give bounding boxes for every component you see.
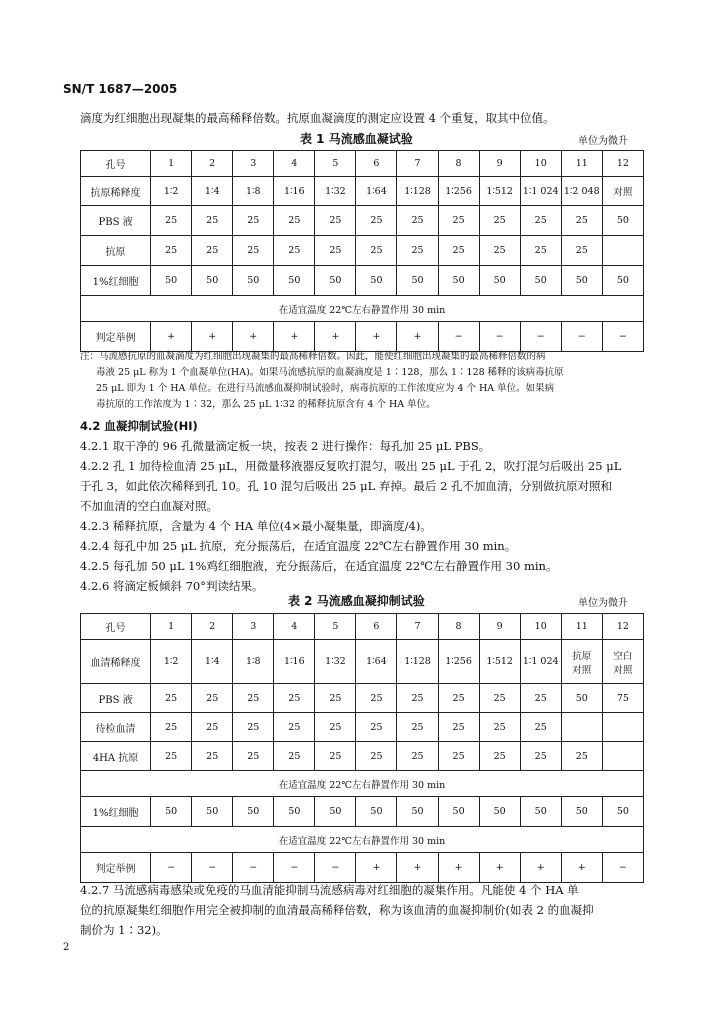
table-row — [81, 853, 644, 883]
row-head: 待检血清 — [81, 713, 151, 742]
table-cell: 3 — [233, 151, 274, 177]
para-line: 位的抗原凝集红细胞作用完全被抑制的血清最高稀释倍数，称为该血清的血凝抑制价(如表 2 的血凝抑 — [80, 903, 594, 917]
table-row — [81, 266, 644, 296]
table-cell: 25 — [274, 713, 315, 742]
table-cell: 25 — [479, 206, 520, 236]
table-cell: 1 — [151, 614, 192, 640]
table-cell: 25 — [151, 713, 192, 742]
incubation-note: 在适宜温度 22℃左右静置作用 30 min — [81, 296, 644, 322]
table-cell: 11 — [561, 614, 602, 640]
table-cell: 1∶64 — [356, 640, 397, 684]
para-line: 4.2.7 马流感病毒感染或免疫的马血清能抑制马流感病毒对红细胞的凝集作用。凡能使 4 个 HA 单 — [80, 883, 579, 897]
table-cell: 50 — [192, 266, 233, 296]
table-cell: 25 — [192, 684, 233, 713]
table-cell: 50 — [561, 684, 602, 713]
table-cell: 25 — [233, 206, 274, 236]
result-cell: + — [274, 322, 315, 352]
row-head: 抗原 — [81, 236, 151, 266]
row-head: 判定举例 — [81, 322, 151, 352]
table-cell: 1∶8 — [233, 177, 274, 206]
table-row — [81, 177, 644, 206]
result-cell: + — [561, 853, 602, 883]
table-cell: 5 — [315, 151, 356, 177]
standard-number: SN/T 1687—2005 — [63, 82, 178, 96]
table-cell: 50 — [438, 266, 479, 296]
table-cell — [602, 742, 643, 771]
row-head: 血清稀释度 — [81, 640, 151, 684]
table-cell: 25 — [315, 236, 356, 266]
table-cell: 25 — [397, 236, 438, 266]
table-cell: 50 — [274, 266, 315, 296]
table-cell: 50 — [397, 797, 438, 827]
table-cell: 25 — [397, 713, 438, 742]
table-cell: 25 — [356, 236, 397, 266]
table-cell: 25 — [151, 742, 192, 771]
incubation-note: 在适宜温度 22℃左右静置作用 30 min — [81, 771, 644, 797]
table-cell: 2 — [192, 151, 233, 177]
table-cell: 25 — [397, 684, 438, 713]
table1-unit: 单位为微升 — [578, 136, 628, 147]
table-cell: 4 — [274, 614, 315, 640]
table-cell: 25 — [479, 236, 520, 266]
table-cell: 1∶2 — [151, 640, 192, 684]
result-cell: + — [397, 322, 438, 352]
table-cell: 50 — [356, 797, 397, 827]
table-cell: 25 — [151, 206, 192, 236]
incubation-row — [81, 771, 644, 797]
table-cell: 1∶4 — [192, 177, 233, 206]
result-cell: + — [356, 853, 397, 883]
table-cell: 1∶32 — [315, 177, 356, 206]
table-cell: 1∶16 — [274, 177, 315, 206]
table-cell: 50 — [151, 266, 192, 296]
row-head: 孔号 — [81, 614, 151, 640]
table-cell: 50 — [397, 266, 438, 296]
row-head: 判定举例 — [81, 853, 151, 883]
table-cell: 3 — [233, 614, 274, 640]
table-cell: 1∶2 — [151, 177, 192, 206]
table-cell: 25 — [315, 684, 356, 713]
table-cell: 75 — [602, 684, 643, 713]
result-cell: − — [602, 853, 643, 883]
result-cell: + — [479, 853, 520, 883]
result-cell: − — [233, 853, 274, 883]
control-cell — [602, 640, 643, 684]
table2-caption: 表 2 马流感血凝抑制试验 — [288, 594, 425, 608]
table-row — [81, 797, 644, 827]
table-cell: 50 — [233, 797, 274, 827]
intro-line: 滴度为红细胞出现凝集的最高稀释倍数。抗原血凝滴度的测定应设置 4 个重复，取其中位值。 — [80, 111, 555, 125]
table-cell: 50 — [356, 266, 397, 296]
step-4-2-6: 4.2.6 将滴定板倾斜 70°判读结果。 — [80, 579, 264, 593]
result-cell: − — [479, 322, 520, 352]
result-cell: − — [151, 853, 192, 883]
table-cell: 50 — [561, 797, 602, 827]
table-cell: 25 — [233, 742, 274, 771]
row-head: 抗原稀释度 — [81, 177, 151, 206]
note-line: 毒液 25 μL 称为 1 个血凝单位(HA)。如果马流感抗原的血凝滴度是 1∶128，那么 1∶128 稀释的该病毒抗原 — [96, 367, 564, 378]
table-row — [81, 742, 644, 771]
table-cell: 5 — [315, 614, 356, 640]
step-4-2-5: 4.2.5 每孔加 50 μL 1%鸡红细胞液，充分振荡后，在适宜温度 22℃左右静置作用 30 min。 — [80, 559, 558, 573]
table-cell: 25 — [233, 684, 274, 713]
para-line: 制价为 1∶32)。 — [80, 923, 168, 937]
table-cell: 1∶8 — [233, 640, 274, 684]
note-line: 25 μL 即为 1 个 HA 单位。在进行马流感血凝抑制试验时，病毒抗原的工作浓度应为 4 个 HA 单位。如果病 — [96, 383, 555, 394]
table-cell: 1 — [151, 151, 192, 177]
result-cell: + — [356, 322, 397, 352]
step-4-2-2-cont: 于孔 3，如此依次稀释到孔 10。孔 10 混匀后吸出 25 μL 弃掉。最后 2 孔不加血清，分别做抗原对照和 — [80, 479, 613, 493]
result-cell: + — [438, 853, 479, 883]
section-title: 4.2 血凝抑制试验(HI) — [80, 419, 198, 433]
control-label: 对照 — [613, 664, 633, 676]
table1-caption: 表 1 马流感血凝试验 — [300, 132, 413, 146]
table-cell: 25 — [315, 742, 356, 771]
table-cell: 25 — [356, 684, 397, 713]
table-cell: 25 — [561, 236, 602, 266]
table-cell: 50 — [315, 797, 356, 827]
table-cell: 50 — [233, 266, 274, 296]
table-cell: 50 — [438, 797, 479, 827]
table-cell: 50 — [315, 266, 356, 296]
table-cell: 6 — [356, 151, 397, 177]
table-cell: 12 — [602, 151, 643, 177]
table2 — [80, 613, 644, 883]
table-cell: 25 — [520, 236, 561, 266]
result-cell: + — [315, 322, 356, 352]
table-cell: 50 — [192, 797, 233, 827]
incubation-row — [81, 827, 644, 853]
table-cell: 25 — [233, 236, 274, 266]
table1 — [80, 150, 644, 352]
table-cell: 25 — [192, 742, 233, 771]
control-cell — [561, 640, 602, 684]
table-cell: 对照 — [602, 177, 643, 206]
result-cell: + — [397, 853, 438, 883]
step-4-2-2: 4.2.2 孔 1 加待检血清 25 μL，用微量移液器反复吹打混匀，吸出 25 μL 于孔 2，吹打混匀后吸出 25 μL — [80, 459, 622, 473]
table-cell: 1∶1 024 — [520, 640, 561, 684]
table-cell: 25 — [151, 236, 192, 266]
table-cell — [602, 236, 643, 266]
table-row — [81, 684, 644, 713]
page-number: 2 — [63, 942, 70, 953]
result-cell: + — [192, 322, 233, 352]
table-cell: 25 — [192, 236, 233, 266]
table-cell: 7 — [397, 151, 438, 177]
table-row — [81, 614, 644, 640]
step-4-2-1: 4.2.1 取干净的 96 孔微量滴定板一块，按表 2 进行操作：每孔加 25 μL PBS。 — [80, 439, 491, 453]
row-head: PBS 液 — [81, 684, 151, 713]
result-cell: − — [438, 322, 479, 352]
table-cell: 9 — [479, 151, 520, 177]
table-cell: 25 — [274, 236, 315, 266]
table-cell: 25 — [561, 206, 602, 236]
table-cell: 25 — [274, 684, 315, 713]
row-head: 孔号 — [81, 151, 151, 177]
table-cell: 10 — [520, 151, 561, 177]
control-label: 对照 — [572, 664, 592, 676]
table-cell: 10 — [520, 614, 561, 640]
row-head: 1%红细胞 — [81, 266, 151, 296]
table-cell: 1∶512 — [479, 177, 520, 206]
result-cell: − — [315, 853, 356, 883]
table-cell: 25 — [520, 684, 561, 713]
section-4-2-7 — [80, 880, 680, 940]
table-cell: 50 — [479, 797, 520, 827]
table2-unit: 单位为微升 — [578, 598, 628, 609]
step-4-2-2-cont: 不加血清的空白血凝对照。 — [80, 499, 218, 513]
table-cell: 25 — [520, 742, 561, 771]
table-cell: 25 — [438, 684, 479, 713]
table-cell: 25 — [151, 684, 192, 713]
table-cell: 25 — [520, 206, 561, 236]
table-cell: 1∶64 — [356, 177, 397, 206]
result-cell: − — [274, 853, 315, 883]
table-cell: 25 — [438, 742, 479, 771]
table-cell: 25 — [561, 742, 602, 771]
table-cell: 1∶1 024 — [520, 177, 561, 206]
result-cell: + — [233, 322, 274, 352]
step-4-2-3: 4.2.3 稀释抗原，含量为 4 个 HA 单位(4×最小凝集量，即滴度/4)。 — [80, 519, 432, 533]
table-cell: 1∶128 — [397, 177, 438, 206]
table-cell: 25 — [479, 742, 520, 771]
table-cell: 50 — [274, 797, 315, 827]
incubation-row — [81, 296, 644, 322]
table-cell: 11 — [561, 151, 602, 177]
incubation-note: 在适宜温度 22℃左右静置作用 30 min — [81, 827, 644, 853]
table-cell: 1∶16 — [274, 640, 315, 684]
table-cell: 25 — [479, 713, 520, 742]
table-cell: 25 — [356, 742, 397, 771]
table-cell: 25 — [438, 236, 479, 266]
table-cell: 50 — [520, 266, 561, 296]
section-4-2 — [80, 416, 680, 596]
table-cell — [561, 713, 602, 742]
table-cell: 50 — [479, 266, 520, 296]
control-label: 空白 — [613, 650, 633, 662]
table-cell: 25 — [356, 713, 397, 742]
table-cell: 1∶32 — [315, 640, 356, 684]
table-cell: 25 — [520, 713, 561, 742]
result-cell: + — [520, 853, 561, 883]
table-cell: 2 — [192, 614, 233, 640]
table-cell: 7 — [397, 614, 438, 640]
table-cell: 12 — [602, 614, 643, 640]
table-cell: 25 — [397, 206, 438, 236]
table-cell: 25 — [479, 684, 520, 713]
row-head: PBS 液 — [81, 206, 151, 236]
table-cell: 25 — [192, 206, 233, 236]
table-cell: 25 — [192, 713, 233, 742]
table-cell: 50 — [602, 266, 643, 296]
table-cell: 25 — [356, 206, 397, 236]
table-cell: 25 — [438, 206, 479, 236]
table-cell: 6 — [356, 614, 397, 640]
result-cell: + — [151, 322, 192, 352]
table-cell — [602, 713, 643, 742]
table-cell: 1∶256 — [438, 640, 479, 684]
table-cell: 1∶128 — [397, 640, 438, 684]
table-row — [81, 236, 644, 266]
table-cell: 25 — [274, 206, 315, 236]
table-row — [81, 640, 644, 684]
table-cell: 50 — [602, 206, 643, 236]
table-cell: 50 — [151, 797, 192, 827]
note-line: 注：马流感抗原的血凝滴度为红细胞出现凝集的最高稀释倍数。因此，能使红细胞出现凝集的最高稀释倍数的病 — [80, 351, 546, 362]
table-row — [81, 713, 644, 742]
result-cell: − — [192, 853, 233, 883]
table-cell: 9 — [479, 614, 520, 640]
table-row — [81, 206, 644, 236]
table-row — [81, 322, 644, 352]
table-cell: 8 — [438, 614, 479, 640]
row-head: 1%红细胞 — [81, 797, 151, 827]
result-cell: − — [520, 322, 561, 352]
table-cell: 50 — [561, 266, 602, 296]
table-cell: 1∶4 — [192, 640, 233, 684]
table-cell: 25 — [274, 742, 315, 771]
row-head: 4HA 抗原 — [81, 742, 151, 771]
table-cell: 25 — [233, 713, 274, 742]
table-cell: 4 — [274, 151, 315, 177]
table1-note — [80, 349, 680, 413]
table-cell: 1∶512 — [479, 640, 520, 684]
table-cell: 1∶256 — [438, 177, 479, 206]
table-cell: 25 — [397, 742, 438, 771]
table-cell: 50 — [602, 797, 643, 827]
table-cell: 25 — [315, 206, 356, 236]
note-line: 毒抗原的工作浓度为 1∶32，那么 25 μL 1∶32 的稀释抗原含有 4 个 HA 单位。 — [96, 399, 436, 410]
table-cell: 50 — [520, 797, 561, 827]
control-label: 抗原 — [572, 650, 592, 662]
table-cell: 25 — [438, 713, 479, 742]
table-row — [81, 151, 644, 177]
table-cell: 25 — [315, 713, 356, 742]
step-4-2-4: 4.2.4 每孔中加 25 μL 抗原，充分振荡后，在适宜温度 22℃左右静置作用 30 min。 — [80, 539, 517, 553]
table-cell: 8 — [438, 151, 479, 177]
result-cell: − — [602, 322, 643, 352]
result-cell: − — [561, 322, 602, 352]
table-cell: 1∶2 048 — [561, 177, 602, 206]
